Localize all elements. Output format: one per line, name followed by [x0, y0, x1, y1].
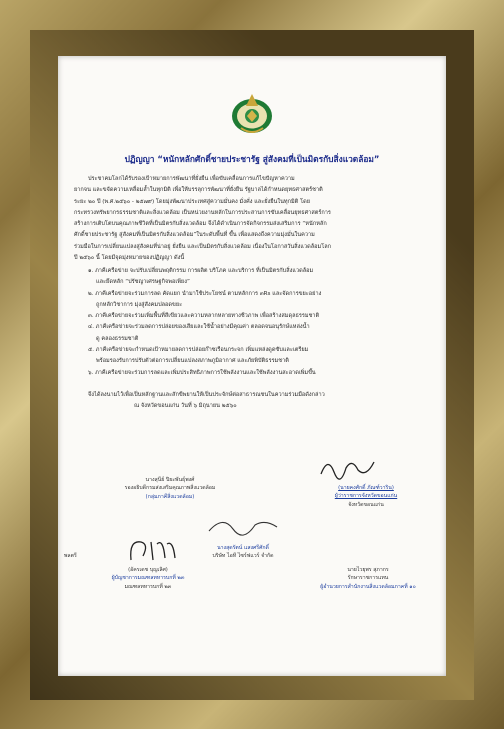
signatory-dept — [80, 476, 260, 501]
signatory-governor — [298, 484, 434, 509]
signatory-position: ผู้ว่าราชการจังหวัดขอนแก่น — [334, 493, 398, 500]
declaration-title: ปฏิญญา “หนักหลักศักดิ์ชายประชารัฐ สู่สังคมที่เป็นมิตรกับสิ่งแวดล้อม” — [124, 154, 380, 164]
signatory-unit: มณฑลทหารบกที่ ๒๓ — [124, 583, 172, 590]
signatory-name: (นายคงศักดิ์ ภัณฑ์วาริน) — [338, 485, 394, 491]
declaration-item: ๔. ภาคีเครือข่ายจะร่วมลดการปล่อยของเสียและใช้น้ำอย่างมีคุณค่า ตลอดจนอนุรักษ์แหล่งน้ำ — [88, 324, 310, 331]
signatory-group: (กลุ่มภาคีสิ่งแวดล้อม) — [145, 493, 195, 500]
signatory-rank: พลตรี — [64, 553, 77, 559]
signatory-name: (อัครเดช บุญเลิศ) — [128, 567, 168, 573]
intro-line: ปี ๒๕๖๐ นี้ โดยมีจุดมุ่งหมายของปฏิญญา ดังนี้ — [74, 255, 185, 262]
intro-line: ระยะ ๒๐ ปี (พ.ศ.๒๕๖๐ - ๒๕๗๙) โดยมุ่งพัฒนาประเทศสู่ความมั่นคง มั่งคั่ง และยั่งยืนในทุกมิติ โดย — [74, 198, 310, 205]
declaration-item-cont: ดู คลองธรรมชาติ — [96, 335, 139, 342]
signatory-company — [178, 544, 308, 561]
intro-line: ประชาคมโลกได้รับรองเป้าหมายการพัฒนาที่ยั่งยืน เพื่อขับเคลื่อนการแก้ไขปัญหาความ — [88, 176, 295, 182]
intro-line: ร่วมมือในการเปลี่ยนแปลงสู่สังคมที่น่าอยู่ ยั่งยืน และเป็นมิตรกับสิ่งแวดล้อม เนื่องในโอกาสวันสิ่งแวดล้อมโลก — [74, 243, 332, 250]
declaration-item: ๕. ภาคีเครือข่ายจะกำหนดเป้าหมายลดการปล่อยก๊าซเรือนกระจก เพิ่มแหล่งดูดซับและเตรียม — [88, 347, 309, 354]
closing-line: ณ จังหวัดขอนแก่น วันที่ ๖ มิถุนายน ๒๕๖๐ — [134, 403, 237, 410]
intro-line: ยากจน และขจัดความเหลื่อมล้ำในทุกมิติ เพื่อให้บรรลุการพัฒนาที่ยั่งยืน รัฐบาลได้กำหนดยุทธศาสตร์ชาติ — [74, 187, 323, 194]
closing-line: จึงได้ลงนามไว้เพื่อเป็นหลักฐานและสักขีพยานให้เป็นประจักษ์ต่อสาธารณชนในความร่วมมือดังกล่าว — [88, 392, 325, 398]
signatory-name: นายไวยุพร สุภากร — [347, 567, 389, 573]
declaration-item: ๒. ภาคีเครือข่ายจะร่วมการลด คัดแยก นำมาใช้ประโยชน์ ตามหลักการ ๓Rs และจัดการขยะอย่าง — [88, 290, 322, 297]
intro-line: กระทรวงทรัพยากรธรรมชาติและสิ่งแวดล้อม เป็นหน่วยงานหลักในการประสานการขับเคลื่อนยุทธศาสตร์การ — [74, 209, 331, 216]
signature-company-icon — [203, 511, 283, 541]
declaration-item-cont: และยึดหลัก “ปรัชญาเศรษฐกิจพอเพียง” — [96, 279, 190, 286]
signatory-general — [88, 566, 208, 591]
signature-governor-icon — [316, 454, 386, 482]
declaration-item: ๖. ภาคีเครือข่ายจะร่วมการลดและเพิ่มประสิทธิภาพการใช้พลังงานและใช้พลังงานสะอาดเพิ่มขึ้น — [88, 369, 316, 376]
intro-line: สร้างการเติบโตบนคุณภาพชีวิตที่เป็นมิตรกับสิ่งแวดล้อม จึงได้ดำเนินการจัดกิจกรรมส่งเสริมการ “หนักหลัก — [74, 221, 327, 228]
signatory-position: ผู้อำนวยการสำนักงานสิ่งแวดล้อมภาคที่ ๑๐ — [320, 583, 416, 590]
signatory-province: จังหวัดขอนแก่น — [348, 501, 384, 508]
certificate-paper — [58, 56, 446, 676]
declaration-item-cont: พร้อมรองรับการปรับตัวต่อการเปลี่ยนแปลงสภาพภูมิอากาศ และภัยพิบัติธรรมชาติ — [96, 358, 289, 365]
ministry-emblem-icon — [227, 88, 277, 138]
signatory-position: ผู้บัญชาการมณฑลทหารบกที่ ๒๓ — [111, 575, 185, 582]
declaration-items — [74, 266, 430, 379]
signatory-position: รองอธิบดีกรมส่งเสริมคุณภาพสิ่งแวดล้อม — [124, 485, 216, 492]
declaration-item: ๓. ภาคีเครือข่ายจะร่วมเพิ่มพื้นที่สีเขียวและความหลากหลายทางชีวภาพ เพื่อสร้างสมดุลธรรมชาติ — [88, 313, 320, 320]
signatory-environment-office — [298, 566, 438, 591]
closing-paragraph — [74, 390, 430, 413]
signatory-acting: รักษาราชการแทน — [347, 575, 389, 582]
signature-general-icon — [123, 534, 183, 566]
declaration-item-cont: ถูกหลักวิชาการ มุ่งสู่สังคมปลอดขยะ — [96, 301, 183, 308]
declaration-item: ๑. ภาคีเครือข่าย จะปรับเปลี่ยนพฤติกรรม การผลิต บริโภค และบริการ ที่เป็นมิตรกับสิ่งแวดล้อม — [88, 268, 314, 274]
signatory-name: นางสุนีย์ ปิยะพันธ์ุพงศ์ — [145, 477, 195, 483]
intro-paragraph — [74, 174, 430, 264]
signatory-company-name: บริษัท ไอที ไซร์ฟแวร์ จำกัด — [212, 553, 274, 560]
intro-line: ศักดิ์ชายประชารัฐ สู่สังคมที่เป็นมิตรกับสิ่งแวดล้อม”ในระดับพื้นที่ ขึ้น เพื่อแสดงถึงความมุ่งมั่นในความ — [74, 232, 315, 239]
signatory-name: นางสุดรัตน์ แสงศรีศักดิ์ — [217, 545, 269, 551]
